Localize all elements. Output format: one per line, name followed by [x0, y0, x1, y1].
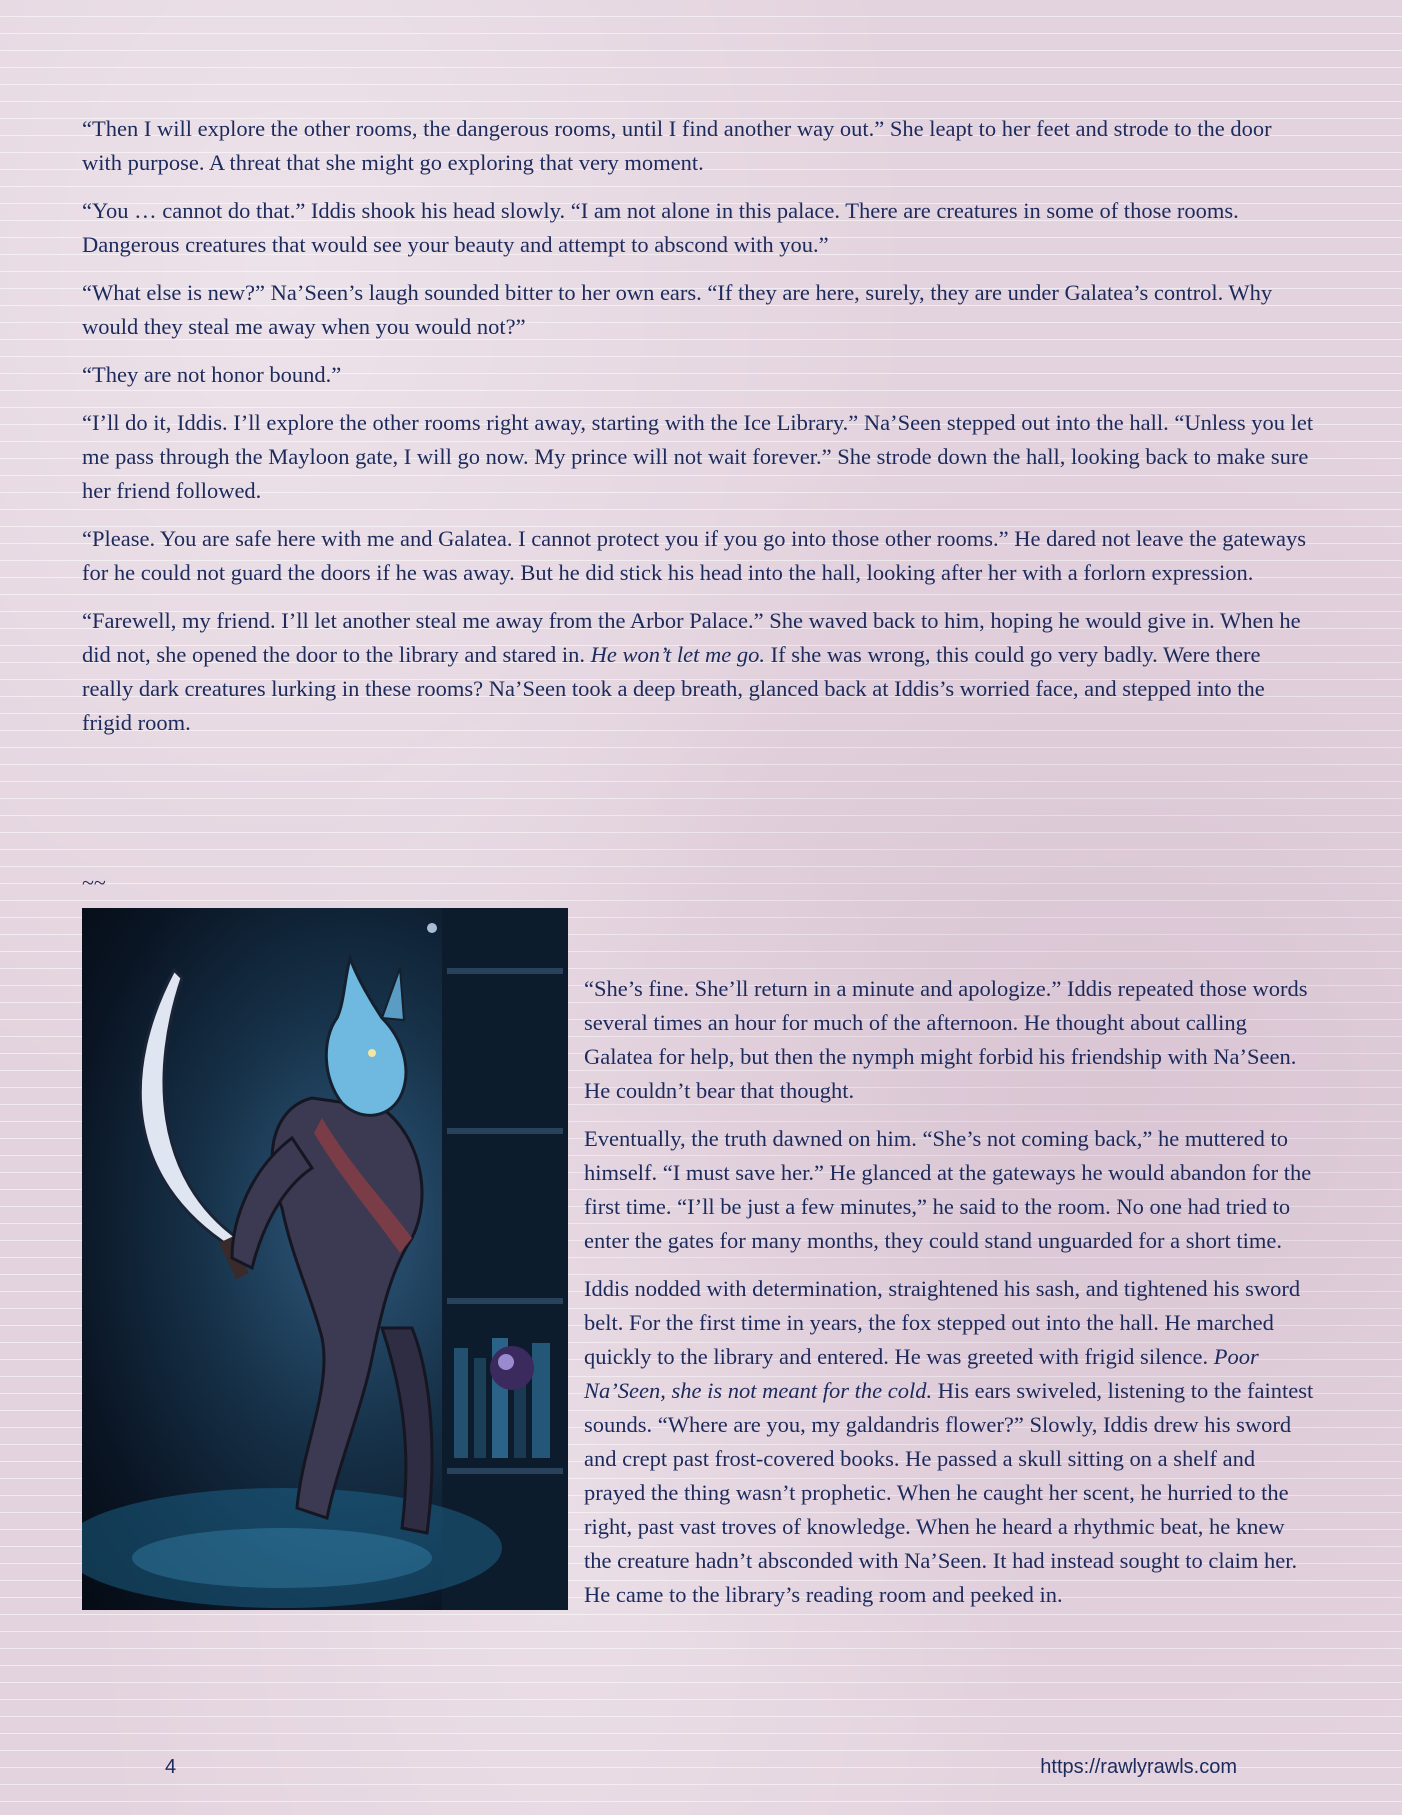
italic-thought: Poor Na’Seen, she is not meant for the cold.: [584, 1344, 1259, 1403]
paragraph-farewell: [82, 604, 1317, 740]
paragraph: “You … cannot do that.” Iddis shook his head slowly. “I am not alone in this palace. There are creatures in some of those rooms. Dangerous creatures that would see your beauty and attempt to abscond with you.”: [82, 198, 1239, 257]
text-run: His ears swiveled, listening to the faintest sounds. “Where are you, my galdandris flower?” Slowly, Iddis drew his sword and crept past frost-covered books. He passed a skull sitting on a shelf and prayed the thing wasn’t prophetic. When he caught her scent, he hurried to the right, past vast troves of knowledge. When he heard a rhythmic beat, he knew the creature hadn’t absconded with Na’Seen. It had instead sought to claim her. He came to the library’s reading room and peeked in.: [584, 1378, 1314, 1607]
story-text-top: [82, 112, 1317, 754]
paragraph: “They are not honor bound.”: [82, 362, 342, 387]
scene-separator: ~~: [82, 870, 106, 895]
page-number: 4: [165, 1756, 177, 1778]
paragraph: “I’ll do it, Iddis. I’ll explore the other rooms right away, starting with the Ice Library.” Na’Seen stepped out into the hall. “Unless you let me pass through the Mayloon gate, I will go now. My prince will not wait forever.” She strode down the hall, looking back to make sure her friend followed.: [82, 410, 1314, 503]
paragraph: “Please. You are safe here with me and Galatea. I cannot protect you if you go into those other rooms.” He dared not leave the gateways for he could not guard the doors if he was away. But he did stick his head into the hall, looking after her with a forlorn expression.: [82, 526, 1306, 585]
fox-warrior-illustration: [82, 908, 568, 1610]
paragraph: “She’s fine. She’ll return in a minute and apologize.” Iddis repeated those words several times an hour for much of the afternoon. He thought about calling Galatea for help, but then the nymph might forbid his friendship with Na’Seen. He couldn’t bear that thought.: [584, 976, 1308, 1103]
text-run: If she was wrong, this could go very badly. Were there really dark creatures lurking in these rooms? Na’Seen took a deep breath, glanced back at Iddis’s worried face, and stepped into the frigid room.: [82, 642, 1265, 735]
text-run: “Farewell, my friend. I’ll let another steal me away from the Arbor Palace.” She waved back to him, hoping he would give in. When he did not, she opened the door to the library and stared in.: [82, 608, 1301, 667]
illustration-art: [82, 908, 568, 1610]
paragraph: “Then I will explore the other rooms, the dangerous rooms, until I find another way out.” She leapt to her feet and strode to the door with purpose. A threat that she might go exploring that very moment.: [82, 116, 1272, 175]
footer-url[interactable]: https://rawlyrawls.com: [1040, 1756, 1237, 1778]
paragraph: Eventually, the truth dawned on him. “She’s not coming back,” he muttered to himself. “I must save her.” He glanced at the gateways he would abandon for the first time. “I’ll be just a few minutes,” he said to the room. No one had tried to enter the gates for many months, they could stand unguarded for a short time.: [584, 1126, 1312, 1253]
text-run: Iddis nodded with determination, straightened his sash, and tightened his sword belt. For the first time in years, the fox stepped out into the hall. He marched quickly to the library and entered. He was greeted with frigid silence.: [584, 1276, 1301, 1369]
paragraph: “What else is new?” Na’Seen’s laugh sounded bitter to her own ears. “If they are here, surely, they are under Galatea’s control. Why would they steal me away when you would not?”: [82, 280, 1273, 339]
italic-thought: He won’t let me go.: [590, 642, 765, 667]
story-text-bottom: [82, 908, 1317, 1626]
